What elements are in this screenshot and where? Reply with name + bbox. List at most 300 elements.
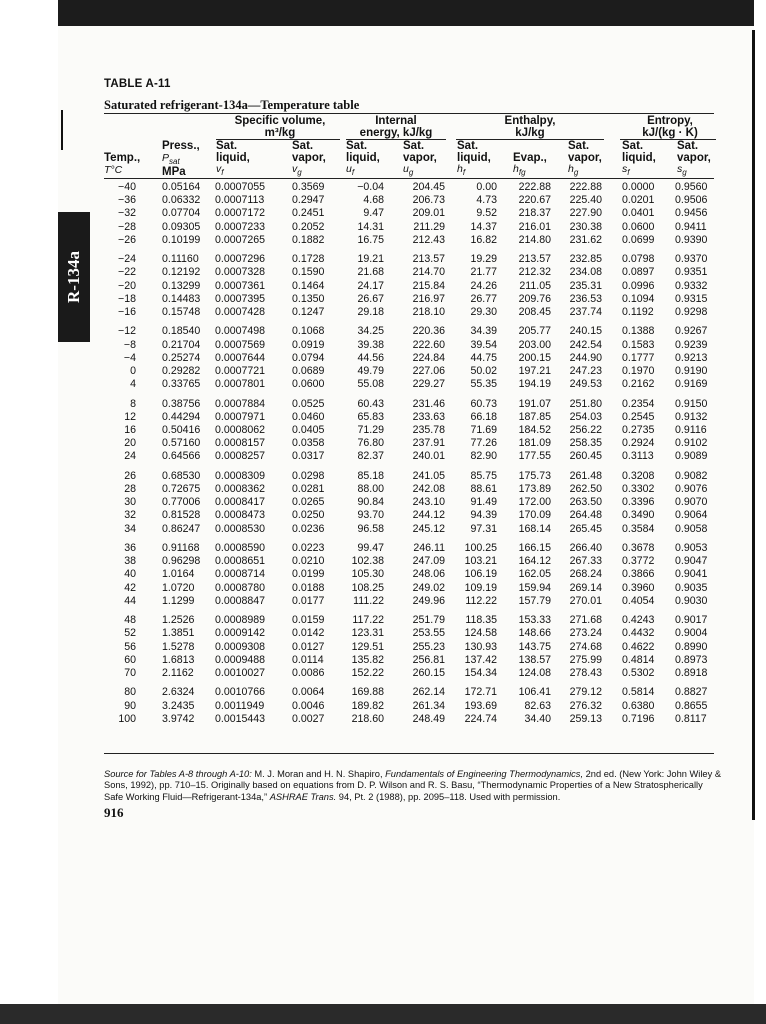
cell-hg: 264.48 [569,509,602,522]
cell-uf: 82.37 [357,450,384,463]
cell-ug: 261.34 [412,699,445,712]
cell-hfg: 166.15 [518,542,551,554]
cell-hf: 172.71 [464,686,497,699]
table-row [104,555,714,568]
cell-hfg: 159.94 [518,581,551,594]
cell-hg: 262.50 [569,483,602,495]
cell-hg: 237.74 [569,306,602,318]
cell-sf: 0.3678 [622,542,655,554]
table-row [104,595,714,608]
cell-vf: 0.0008417 [215,496,266,509]
cell-hg: 276.32 [569,699,602,712]
cell-ug: 248.06 [412,568,445,581]
cell-hfg: 173.89 [518,483,551,495]
cell-sg: 0.8655 [675,699,708,712]
col-line2: vapor, [677,151,711,164]
cell-sg: 0.9089 [675,450,708,463]
cell-hg: 278.43 [569,667,602,679]
cell-sf: 0.6380 [622,699,655,712]
cell-uf: 16.75 [357,233,384,246]
cell-hf: 100.25 [464,542,497,554]
table-row [104,398,714,411]
cell-hg: 279.12 [569,686,602,699]
cell-hf: 88.61 [470,483,497,495]
cell-ug: 213.57 [412,253,445,266]
cell-sf: 0.5814 [622,686,655,699]
cell-sg: 0.9213 [675,351,708,364]
cell-vg: 0.1247 [292,306,325,318]
col-press [162,141,200,179]
cell-vf: 0.0007498 [215,325,266,338]
cell-hg: 274.68 [569,640,602,653]
cell-press: 0.29282 [162,365,201,377]
col-line2: liquid, [346,151,380,164]
cell-vg: 0.0046 [292,699,325,712]
cell-sf: 0.0600 [622,220,655,233]
cell-hg: 261.48 [569,469,602,482]
cell-sg: 0.9064 [675,509,708,522]
cell-uf: 76.80 [357,437,384,450]
source-text: 2nd ed. (New York: John Wiley & Sons, 1992), pp. 710–15. Originally based on equations from D. P. Wilson and R. S. Basu, “Thermodynamic Properties of a New Stratospherically Safe Working Fluid—Refrigerant-134a,” [104,769,722,802]
group-specific-volume [220,115,340,139]
col-symbol: $s_f$ [622,163,630,178]
cell-hfg: 34.40 [524,712,551,725]
col-vf [216,141,250,179]
cell-sg: 0.9239 [675,338,708,351]
cell-sg: 0.8990 [675,640,708,653]
cell-temp: 16 [124,424,136,436]
cell-hfg: 191.07 [518,397,551,410]
group-unit: kJ/kg [515,127,545,139]
cell-sg: 0.9390 [675,233,708,246]
cell-press: 0.11160 [162,253,199,266]
cell-sf: 0.0996 [622,279,655,292]
cell-hfg: 205.77 [518,325,551,338]
cell-hf: 91.49 [470,496,497,509]
cell-temp: 28 [124,483,136,495]
col-hfg [513,141,547,179]
cell-hfg: 211.05 [519,279,551,292]
group-title: Enthalpy, [504,115,556,127]
cell-ug: 262.14 [412,686,445,699]
cell-vf: 0.0010766 [215,686,266,699]
col-symbol: $h_g$ [568,163,579,178]
cell-sg: 0.9058 [675,522,708,535]
cell-hfg: 168.14 [518,522,551,535]
cell-sf: 0.0201 [622,194,655,207]
col-line2: vapor, [292,151,326,164]
cell-hfg: 181.09 [518,437,551,450]
cell-press: 1.0164 [162,568,195,581]
table-row [104,266,714,279]
page-edge-rule [752,30,755,820]
cell-hf: 34.39 [470,325,497,338]
cell-uf: 39.38 [357,338,384,351]
cell-hf: 85.75 [470,469,497,482]
cell-sg: 0.9190 [675,365,708,377]
cell-uf: 105.30 [351,568,384,581]
table-row [104,280,714,293]
cell-hg: 234.08 [569,266,602,279]
cell-sg: 0.8918 [675,667,708,679]
cell-ug: 253.55 [412,627,445,640]
table-row [104,654,714,667]
cell-ug: 224.84 [412,351,445,364]
cell-press: 1.0720 [162,581,195,594]
cell-hf: 19.29 [470,253,497,266]
table-row [104,365,714,378]
cell-hfg: 213.57 [518,253,551,266]
cell-sf: 0.3584 [622,522,655,535]
cell-vg: 0.0281 [292,483,325,495]
cell-hfg: 106.41 [518,686,551,699]
cell-sf: 0.3490 [622,509,655,522]
table-row [104,542,714,555]
cell-ug: 220.36 [412,325,445,338]
cell-uf: 14.31 [357,220,384,233]
table-row [104,450,714,463]
cell-vf: 0.0007395 [215,292,266,305]
cell-ug: 240.01 [412,450,445,463]
cell-hg: 230.38 [569,220,602,233]
cell-vf: 0.0007296 [215,253,266,266]
cell-vg: 0.0525 [292,397,325,410]
table-row [104,568,714,581]
cell-temp: −18 [118,292,136,305]
cell-temp: 26 [124,469,136,482]
table-row [104,207,714,220]
cell-ug: 244.12 [412,509,445,522]
cell-vg: 0.1728 [292,253,325,266]
cell-sf: 0.0000 [622,181,655,193]
cell-vg: 0.0199 [292,568,325,581]
cell-sg: 0.9150 [675,397,708,410]
cell-temp: −22 [118,266,136,279]
cell-press: 1.1299 [162,594,195,607]
cell-vf: 0.0008714 [215,568,266,581]
table-row [104,306,714,319]
cell-temp: 56 [124,640,136,653]
table-row [104,437,714,450]
cell-sg: 0.8973 [675,653,708,666]
cell-temp: 0 [130,365,136,377]
page-number: 916 [104,805,124,820]
cell-vg: 0.0142 [292,627,325,640]
table-row [104,339,714,352]
cell-ug: 260.15 [412,667,445,679]
col-line2: Evap., [513,151,547,164]
cell-vg: 0.1068 [292,325,325,338]
cell-hf: 55.35 [470,378,497,391]
group-title: Specific volume, [234,115,326,127]
col-temp [104,153,140,176]
cell-uf: 49.79 [357,365,384,377]
cell-hf: 112.22 [465,594,497,607]
table-row [104,483,714,496]
cell-hf: 60.73 [470,397,497,410]
cell-ug: 249.96 [412,594,445,607]
cell-sf: 0.7196 [622,712,655,725]
col-hf [457,141,491,179]
cell-vg: 0.0064 [292,686,325,699]
cell-vf: 0.0009488 [215,653,266,666]
cell-press: 0.33765 [162,378,201,391]
cell-hf: 39.54 [470,338,497,351]
cell-ug: 212.43 [412,233,445,246]
cell-ug: 215.84 [412,279,445,292]
cell-hfg: 216.01 [518,220,551,233]
cell-vf: 0.0008257 [215,450,266,463]
col-hg [568,141,602,179]
cell-ug: 242.08 [412,483,445,495]
cell-uf: 26.67 [357,292,384,305]
cell-sg: 0.9411 [675,220,707,233]
cell-uf: 4.68 [363,194,384,207]
cell-hf: 24.26 [470,279,497,292]
cell-sf: 0.3208 [622,469,655,482]
cell-vg: 0.0159 [292,614,325,627]
cell-sf: 0.4054 [622,594,655,607]
bottom-rule [104,753,714,754]
col-symbol: $v_g$ [292,163,302,178]
cell-sf: 0.2354 [622,397,655,410]
cell-ug: 251.79 [412,614,445,627]
cell-hfg: 170.09 [518,509,551,522]
col-symbol: $h_{fg}$ [513,163,526,178]
cell-press: 1.5278 [162,640,195,653]
cell-vf: 0.0008780 [215,581,266,594]
cell-temp: 34 [124,522,136,535]
cell-uf: −0.04 [357,181,384,193]
cell-temp: −4 [123,351,136,364]
table-row [104,641,714,654]
cell-vf: 0.0008473 [215,509,266,522]
table-row [104,293,714,306]
source-note [104,769,724,803]
bottom-bar [0,1004,766,1024]
cell-ug: 248.49 [412,712,445,725]
cell-ug: 211.29 [413,220,445,233]
cell-hf: 137.42 [464,653,497,666]
table-row [104,352,714,365]
col-uf [346,141,380,179]
cell-temp: −8 [123,338,136,351]
cell-temp: 38 [124,555,136,568]
cell-vg: 0.2052 [292,220,325,233]
cell-vg: 0.2947 [292,194,325,207]
cell-sf: 0.3396 [622,496,655,509]
cell-temp: 52 [124,627,136,640]
cell-uf: 189.82 [351,699,384,712]
cell-ug: 245.12 [412,522,445,535]
cell-hg: 270.01 [569,594,602,607]
cell-vf: 0.0007113 [215,194,265,207]
cell-hfg: 194.19 [518,378,551,391]
cell-uf: 60.43 [357,397,384,410]
table-row [104,686,714,699]
cell-sg: 0.8827 [675,686,708,699]
cell-sf: 0.4814 [622,653,655,666]
cell-press: 0.10199 [162,233,201,246]
cell-hf: 0.00 [476,181,497,193]
cell-sf: 0.2735 [622,424,655,436]
cell-press: 0.64566 [162,450,201,463]
cell-hfg: 175.73 [518,469,551,482]
cell-sf: 0.2162 [622,378,655,391]
cell-sf: 0.1388 [622,325,655,338]
col-line2: vapor, [568,151,602,164]
cell-hf: 118.35 [465,614,497,627]
cell-vg: 0.0298 [292,469,325,482]
col-symbol: $v_f$ [216,163,224,178]
cell-hfg: 172.00 [518,496,551,509]
cell-sg: 0.9332 [675,279,708,292]
cell-sg: 0.9017 [675,614,708,627]
table-row [104,470,714,483]
cell-temp: 42 [124,581,136,594]
cell-sg: 0.9047 [675,555,708,568]
cell-hf: 71.69 [470,424,497,436]
cell-vg: 0.0188 [292,581,325,594]
col-line2: liquid, [622,151,656,164]
cell-temp: 44 [124,594,136,607]
table-row [104,496,714,509]
cell-press: 1.3851 [162,627,195,640]
col-line1: Sat. [346,140,368,152]
cell-press: 3.9742 [162,712,195,725]
cell-temp: 24 [124,450,136,463]
cell-hg: 271.68 [569,614,602,627]
cell-hf: 9.52 [476,207,497,220]
cell-hg: 269.14 [569,581,602,594]
cell-hg: 265.45 [569,522,602,535]
cell-uf: 71.29 [357,424,384,436]
cell-press: 0.14483 [162,292,201,305]
col-line1: Sat. [216,140,238,152]
col-line1: Sat. [677,140,699,152]
cell-sf: 0.1192 [622,306,654,318]
cell-hfg: 164.12 [518,555,551,568]
cell-vg: 0.0794 [292,351,325,364]
cell-vg: 0.1464 [292,279,325,292]
cell-hg: 256.22 [569,424,602,436]
cell-vf: 0.0008530 [215,522,266,535]
cell-press: 0.25274 [162,351,201,364]
cell-press: 0.07704 [162,207,201,220]
cell-sf: 0.1970 [622,365,655,377]
side-tab-label: R-134a [64,251,83,303]
cell-vf: 0.0007233 [215,220,266,233]
cell-hf: 130.93 [464,640,497,653]
table-row [104,614,714,627]
cell-press: 1.2526 [162,614,195,627]
cell-hg: 247.23 [569,365,602,377]
side-tab-r134a [58,212,90,342]
cell-hf: 26.77 [470,292,497,305]
cell-vg: 0.0600 [292,378,325,391]
cell-ug: 231.46 [412,397,445,410]
cell-vg: 0.0460 [292,410,325,423]
col-line2: vapor, [403,151,437,164]
cell-hg: 251.80 [569,397,602,410]
right-margin [754,0,766,1004]
cell-sf: 0.3302 [622,483,655,495]
col-line1: Sat. [568,140,590,152]
cell-hf: 4.73 [476,194,497,207]
table-row [104,667,714,680]
cell-temp: −20 [118,279,136,292]
cell-hf: 106.19 [464,568,497,581]
col-line1: Sat. [292,140,314,152]
cell-vf: 0.0010027 [215,667,266,679]
cell-sg: 0.9267 [675,325,708,338]
cell-vg: 0.0177 [292,594,325,607]
cell-press: 3.2435 [162,699,195,712]
cell-hg: 222.88 [569,181,602,193]
cell-vf: 0.0007971 [215,410,266,423]
cell-vf: 0.0007361 [215,279,266,292]
cell-uf: 90.84 [357,496,384,509]
col-name: Press., [162,140,200,152]
source-journal: ASHRAE Trans. [269,791,337,802]
cell-hfg: 212.32 [518,266,551,279]
cell-hfg: 200.15 [518,351,551,364]
cell-sg: 0.9169 [675,378,708,391]
cell-uf: 21.68 [357,266,384,279]
cell-hfg: 203.00 [518,338,551,351]
cell-vf: 0.0008157 [215,437,266,450]
top-rule [104,113,714,114]
cell-vf: 0.0008062 [215,424,266,436]
col-line1: Sat. [403,140,425,152]
cell-ug: 222.60 [412,338,445,351]
cell-temp: 8 [130,397,136,410]
table-caption: Saturated refrigerant-134a—Temperature table [104,98,360,112]
table-row [104,234,714,247]
table-row [104,627,714,640]
cell-hfg: 197.21 [518,365,551,377]
cell-sf: 0.1777 [622,351,655,364]
cell-sf: 0.0699 [622,233,655,246]
cell-sf: 0.0798 [622,253,655,266]
cell-hf: 50.02 [470,365,497,377]
cell-uf: 55.08 [357,378,384,391]
col-symbol: $h_f$ [457,163,466,178]
col-name: Temp., [104,152,141,164]
cell-hf: 94.39 [470,509,497,522]
cell-hg: 227.90 [569,207,602,220]
cell-uf: 85.18 [357,469,384,482]
group-internal-energy [346,115,446,139]
cell-vg: 0.0086 [292,667,325,679]
cell-press: 0.13299 [162,279,201,292]
cell-sf: 0.3960 [622,581,655,594]
cell-vf: 0.0009142 [215,627,266,640]
left-margin [0,0,58,1004]
col-symbol: $P_{sat}$ [162,151,180,166]
cell-vg: 0.0210 [292,555,325,568]
cell-temp: 30 [124,496,136,509]
cell-press: 0.81528 [162,509,201,522]
cell-vg: 0.0317 [292,450,325,463]
cell-temp: 4 [130,378,136,391]
cell-press: 0.86247 [162,522,201,535]
group-entropy [620,115,720,139]
cell-uf: 93.70 [357,509,384,522]
cell-ug: 256.81 [412,653,445,666]
cell-ug: 206.73 [412,194,445,207]
cell-sg: 0.9041 [675,568,708,581]
